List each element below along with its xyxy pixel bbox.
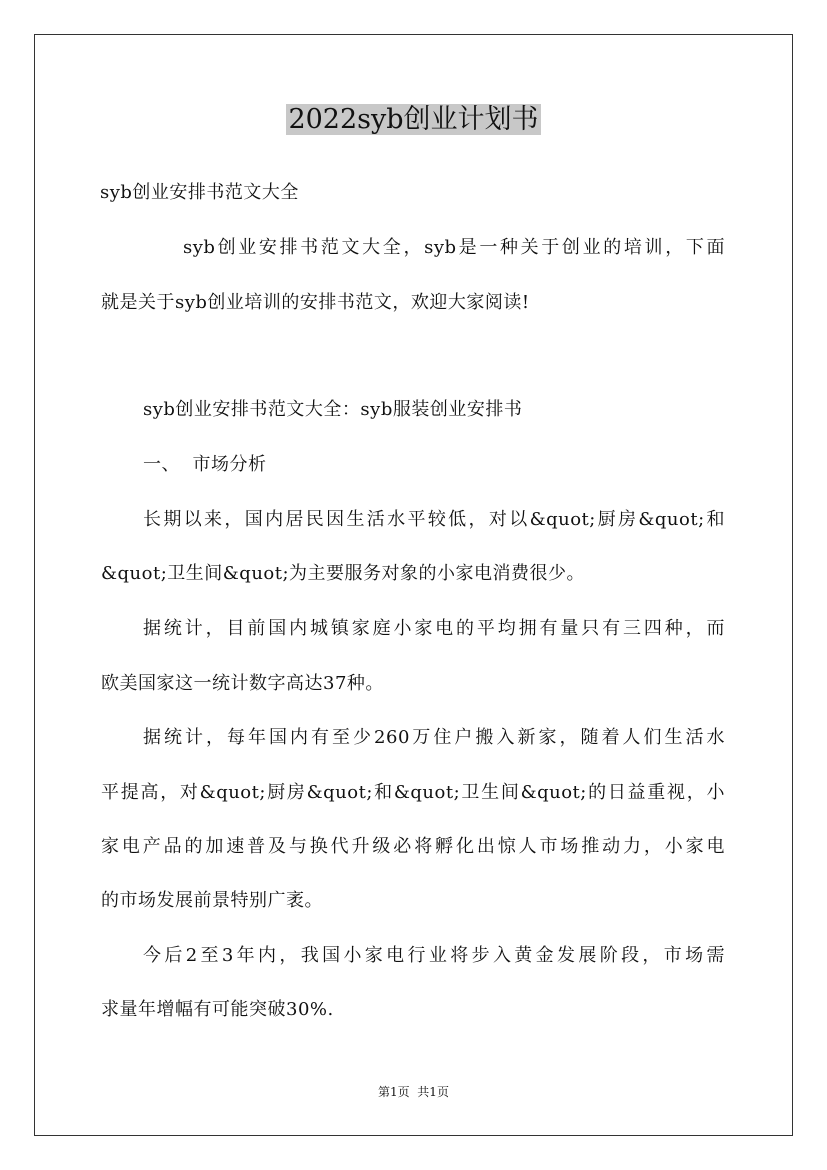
paragraph-4-line-2: 求量年增幅有可能突破30%. [101, 999, 334, 1020]
intro-line-1: syb创业安排书范文大全，syb是一种关于创业的培训，下面 [183, 237, 725, 258]
paragraph-3-line-4: 的市场发展前景特别广袤。 [101, 890, 323, 911]
section-heading: syb创业安排书范文大全：syb服装创业安排书 [143, 399, 523, 420]
document-title-text: 2022syb创业计划书 [288, 104, 539, 135]
intro-line-2: 就是关于syb创业培训的安排书范文，欢迎大家阅读! [101, 292, 530, 313]
paragraph-4-line-1: 今后2至3年内，我国小家电行业将步入黄金发展阶段，市场需 [143, 945, 725, 966]
market-heading: 一、 市场分析 [143, 454, 267, 475]
paragraph-1-line-2: &quot;卫生间&quot;为主要服务对象的小家电消费很少。 [101, 563, 586, 584]
paragraph-3-line-1: 据统计，每年国内有至少260万住户搬入新家，随着人们生活水 [143, 727, 725, 748]
paragraph-2-line-1: 据统计，目前国内城镇家庭小家电的平均拥有量只有三四种，而 [143, 618, 725, 639]
paragraph-3-line-2: 平提高，对&quot;厨房&quot;和&quot;卫生间&quot;的日益重视，小 [101, 782, 725, 803]
document-title [0, 100, 827, 140]
paragraph-2-line-2: 欧美国家这一统计数字高达37种。 [101, 673, 384, 694]
page-footer: 第1页 共1页 [378, 1085, 449, 1099]
paragraph-3-line-3: 家电产品的加速普及与换代升级必将孵化出惊人市场推动力，小家电 [101, 836, 725, 857]
subtitle: syb创业安排书范文大全 [100, 182, 299, 203]
paragraph-1-line-1: 长期以来，国内居民因生活水平较低，对以&quot;厨房&quot;和 [143, 509, 725, 530]
